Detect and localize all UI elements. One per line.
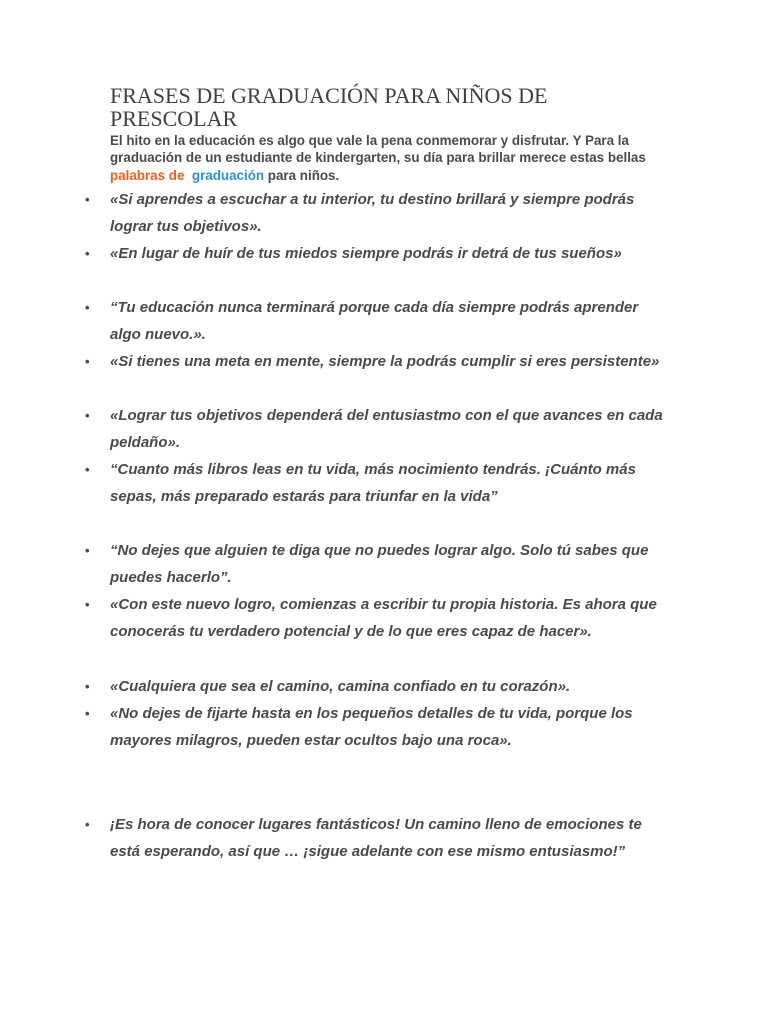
list-item <box>85 240 670 267</box>
quote-text: «Si tienes una meta en mente, siempre la podrás cumplir si eres persistente» <box>110 353 660 370</box>
bullet-icon: • <box>85 679 90 694</box>
quote-text: «Cualquiera que sea el camino, camina confiado en tu corazón». <box>110 678 571 695</box>
list-item <box>85 348 670 375</box>
bullet-icon: • <box>85 706 90 721</box>
bullet-icon: • <box>85 408 90 423</box>
link-palabras-de[interactable]: palabras de <box>110 167 185 183</box>
quote-text: «Con este nuevo logro, comienzas a escribir tu propia historia. Es ahora que conocerás tu verdadero potencial y de lo que eres capaz de hacer». <box>110 596 657 640</box>
quote-text: «No dejes de fijarte hasta en los pequeños detalles de tu vida, porque los mayores milagros, pueden estar ocultos bajo una roca». <box>110 705 633 749</box>
intro-text-end: para niños. <box>264 167 340 183</box>
quote-text: «Si aprendes a escuchar a tu interior, tu destino brillará y siempre podrás lograr tus objetivos». <box>110 191 635 235</box>
list-item <box>85 186 670 240</box>
list-item <box>85 402 670 456</box>
intro-paragraph <box>110 132 670 184</box>
link-graduacion[interactable]: graduación <box>191 167 265 183</box>
quote-text: «Lograr tus objetivos dependerá del entusiastmo con el que avances en cada peldaño». <box>110 407 663 451</box>
list-item <box>85 700 670 754</box>
list-item <box>85 294 670 348</box>
bullet-icon: • <box>85 462 90 477</box>
list-item <box>85 811 670 865</box>
list-item <box>85 591 670 645</box>
quote-text: ¡Es hora de conocer lugares fantásticos! Un camino lleno de emociones te está esperando, así que … ¡sigue adelante con ese mismo entusiasmo!” <box>110 816 642 860</box>
bullet-icon: • <box>85 597 90 612</box>
quote-text: “No dejes que alguien te diga que no puedes lograr algo. Solo tú sabes que puedes hacerlo”. <box>110 542 649 586</box>
quote-text: “Tu educación nunca terminará porque cada día siempre podrás aprender algo nuevo.». <box>110 299 639 343</box>
bullet-icon: • <box>85 354 90 369</box>
intro-text: El hito en la educación es algo que vale la pena conmemorar y disfrutar. Y Para la graduación de un estudiante de kindergarten, su día para brillar merece estas bellas <box>110 133 646 166</box>
quote-text: «En lugar de huír de tus miedos siempre podrás ir detrá de tus sueños» <box>110 245 622 262</box>
list-item <box>85 456 670 510</box>
bullet-icon: • <box>85 192 90 207</box>
bullet-icon: • <box>85 300 90 315</box>
bullet-icon: • <box>85 817 90 832</box>
page-title: FRASES DE GRADUACIÓN PARA NIÑOS DE PRESCOLAR <box>110 83 548 131</box>
quote-text: “Cuanto más libros leas en tu vida, más nocimiento tendrás. ¡Cuánto más sepas, más preparado estarás para triunfar en la vida” <box>110 461 636 505</box>
bullet-icon: • <box>85 246 90 261</box>
list-item <box>85 673 670 700</box>
bullet-icon: • <box>85 543 90 558</box>
list-item <box>85 537 670 591</box>
